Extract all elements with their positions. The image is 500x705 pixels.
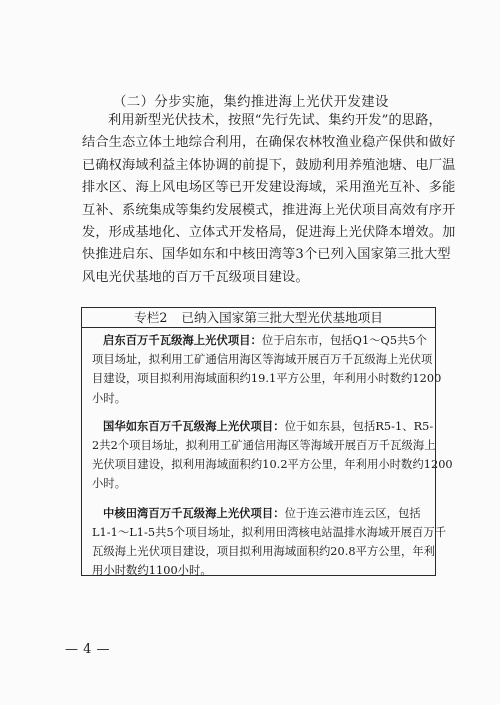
project-text: 项目场址，拟利用工矿通信用海区等海域开展百万千瓦级海上光伏项: [92, 353, 433, 367]
box-title-bar: [82, 308, 435, 328]
project-first-line: [92, 504, 431, 523]
project-text: 光伏项目建设，拟利用海域面积约10.2平方公里，年利用小时数约1200: [92, 458, 453, 472]
paragraph-line: 快推进启东、国华如东和中核田湾等3个已列入国家第三批大型: [82, 247, 451, 263]
box-title: 已纳入国家第三批大型光伏基地项目: [181, 310, 383, 325]
paragraph-line: 风电光伏基地的百万千瓦级项目建设。: [82, 269, 309, 285]
page-number: — 4 —: [65, 642, 111, 657]
project-text: 小时。: [92, 391, 127, 405]
paragraph-line: 已确权海域利益主体协调的前提下，鼓励利用养殖池塘、电厂温: [82, 157, 456, 173]
project-text: 目建设，项目拟利用海域面积约19.1平方公里，年利用小时数约1200: [92, 372, 442, 386]
body-paragraph: [82, 110, 456, 289]
paragraph-line: 互补、系统集成等集约发展模式，推进海上光伏项目高效有序开: [82, 202, 456, 218]
project-item: [82, 417, 453, 494]
project-text: 位于连云港市连云区，包括: [284, 506, 421, 520]
project-name: 中核田湾百万千瓦级海上光伏项目：: [103, 505, 285, 520]
paragraph-line: 利用新型光伏技术，按照“先行先试、集约开发”的思路，: [108, 113, 442, 128]
box-label: 专栏2: [134, 310, 168, 325]
paragraph-line: 排水区、海上风电场区等已开发建设海域，采用渔光互补、多能: [82, 180, 456, 196]
project-name: 国华如东百万千瓦级海上光伏项目：: [103, 418, 285, 433]
project-item: [82, 331, 442, 408]
project-text: 2共2个项目场址，拟利用工矿通信用海区等海域开展百万千瓦级海上: [92, 439, 436, 453]
paragraph-line: 发，形成基地化、立体式开发格局，促进海上光伏降本增效。加: [82, 225, 456, 241]
section-heading: （二）分步实施，集约推进海上光伏开发建设: [113, 95, 389, 110]
project-text: 小时。: [92, 477, 127, 491]
project-name: 启东百万千瓦级海上光伏项目：: [103, 333, 262, 347]
project-item: [82, 504, 447, 581]
project-text: 位于如东县，包括R5-1、R5-: [284, 419, 434, 433]
project-text: 瓦级海上光伏项目建设，项目拟利用海域面积约20.8平方公里，年利: [92, 545, 436, 559]
project-first-line: [92, 417, 434, 436]
paragraph-line: 结合生态立体土地综合利用，在确保农林牧渔业稳产保供和做好: [82, 135, 456, 151]
sidebar-box: [81, 307, 453, 578]
project-text: 用小时数约1100小时。: [92, 564, 212, 578]
project-text: L1-1～L1-5共5个项目场址，拟利用田湾核电站温排水海域开展百万千: [92, 525, 447, 539]
project-first-line: [92, 331, 431, 350]
project-text: 位于启东市，包括Q1～Q5共5个: [261, 334, 428, 347]
